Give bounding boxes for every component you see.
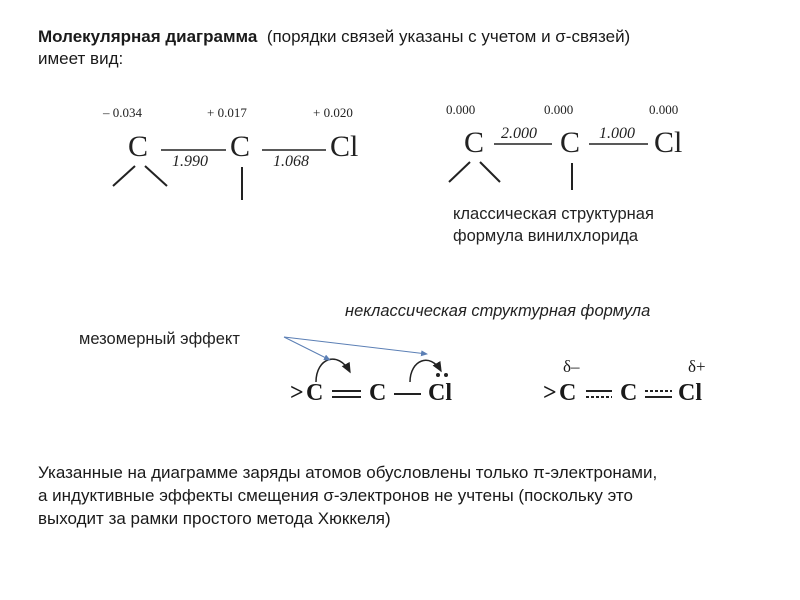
atom-c2: C [230,130,251,163]
left-c1-bond-down-left [113,166,135,186]
delta-plus: δ+ [688,357,706,376]
formula-left-cl: Cl [428,380,452,406]
charge-c2-right: 0.000 [544,102,574,117]
lone-pair-dot-2 [444,373,448,377]
footer-line1: Указанные на диаграмме заряды атомов обусловлены только π-электронами, [38,463,658,482]
delta-minus: δ– [563,357,580,376]
atom-c1-right: C [464,126,485,159]
formula-left-c2: C [369,380,387,406]
footer-line2: а индуктивные эффекты смещения σ-электронов не учтены (поскольку это [38,486,633,505]
formula-left-prefix: > [290,380,304,406]
charge-c1-right: 0.000 [446,102,476,117]
atom-cl-right: Cl [654,126,683,159]
mesomeric-label: мезомерный эффект [79,330,240,348]
bond-order-c2-cl: 1.068 [273,153,309,170]
footer-line3: выходит за рамки простого метода Хюккеля) [38,509,391,528]
bond-order-c1-c2: 1.990 [172,153,208,170]
bond-order-c2-cl-right: 1.000 [599,125,635,142]
page-title: Молекулярная диаграмма [38,27,258,46]
formula-right-c2: C [620,380,638,406]
left-c1-bond-down-right [145,166,167,186]
right-c1-bond-down-left [449,162,470,182]
formula-right-c1: C [559,380,577,406]
formula-left-c1: C [306,380,324,406]
atom-c2-right: C [560,126,581,159]
classical-caption-line2: формула винилхлорида [453,227,639,245]
title-note: (порядки связей указаны с учетом и σ-связей) [266,27,631,46]
nonclassical-label: неклассическая структурная формула [345,302,651,320]
charge-cl: + 0.020 [313,105,353,120]
lone-pair-dot-1 [436,373,440,377]
atom-cl: Cl [330,130,359,163]
formula-right-prefix: > [543,380,557,406]
label-pointer-1 [284,337,330,360]
right-c1-bond-down-right [480,162,500,182]
classical-caption-line1: классическая структурная [453,205,654,223]
bond-order-c1-c2-right: 2.000 [501,125,537,142]
charge-c1: – 0.034 [103,105,142,120]
header-line2: имеет вид: [38,49,124,68]
mesomeric-arrow-1 [316,359,350,382]
atom-c1: C [128,130,149,163]
label-pointer-2 [284,337,427,354]
mesomeric-arrow-2 [410,360,441,382]
charge-cl-right: 0.000 [649,102,679,117]
charge-c2: + 0.017 [207,105,247,120]
formula-right-cl: Cl [678,380,702,406]
